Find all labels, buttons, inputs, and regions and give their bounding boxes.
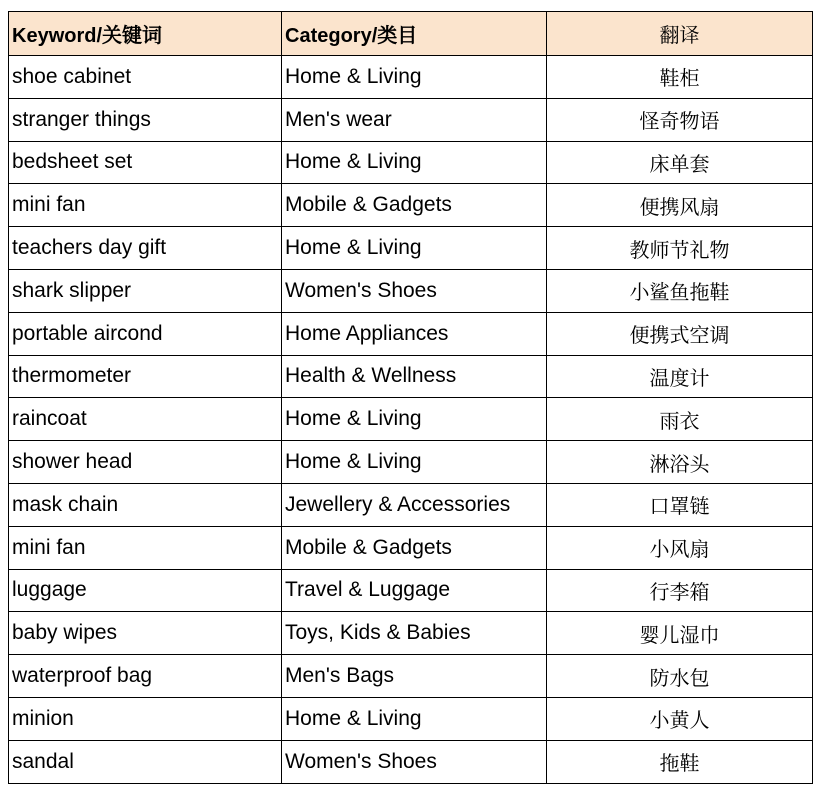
translation-cell: 口罩链: [547, 483, 813, 526]
keyword-cell: waterproof bag: [9, 655, 282, 698]
keyword-cell: shark slipper: [9, 269, 282, 312]
category-cell: Home & Living: [282, 56, 547, 99]
translation-cell: 床单套: [547, 141, 813, 184]
keyword-cell: portable aircond: [9, 312, 282, 355]
category-cell: Jewellery & Accessories: [282, 483, 547, 526]
keyword-cell: shoe cabinet: [9, 56, 282, 99]
category-cell: Toys, Kids & Babies: [282, 612, 547, 655]
keyword-table-container: [8, 11, 813, 784]
header-row: [9, 12, 813, 56]
table-row: [9, 526, 813, 569]
table-row: [9, 441, 813, 484]
header-translation: 翻译: [547, 12, 813, 56]
header-category: Category/类目: [282, 12, 547, 56]
table-row: [9, 398, 813, 441]
translation-cell: 怪奇物语: [547, 98, 813, 141]
translation-cell: 淋浴头: [547, 441, 813, 484]
keyword-cell: raincoat: [9, 398, 282, 441]
keyword-cell: mask chain: [9, 483, 282, 526]
keyword-cell: luggage: [9, 569, 282, 612]
category-cell: Home & Living: [282, 441, 547, 484]
table-row: [9, 612, 813, 655]
translation-cell: 雨衣: [547, 398, 813, 441]
table-row: [9, 184, 813, 227]
table-row: [9, 227, 813, 270]
translation-cell: 小风扇: [547, 526, 813, 569]
category-cell: Home & Living: [282, 398, 547, 441]
keyword-cell: bedsheet set: [9, 141, 282, 184]
category-cell: Women's Shoes: [282, 740, 547, 783]
category-cell: Mobile & Gadgets: [282, 184, 547, 227]
keyword-cell: baby wipes: [9, 612, 282, 655]
keyword-cell: sandal: [9, 740, 282, 783]
translation-cell: 拖鞋: [547, 740, 813, 783]
table-row: [9, 740, 813, 783]
table-row: [9, 483, 813, 526]
table-row: [9, 569, 813, 612]
keyword-cell: thermometer: [9, 355, 282, 398]
translation-cell: 温度计: [547, 355, 813, 398]
table-row: [9, 269, 813, 312]
keyword-cell: teachers day gift: [9, 227, 282, 270]
header-keyword: Keyword/关键词: [9, 12, 282, 56]
keyword-cell: mini fan: [9, 526, 282, 569]
keyword-cell: minion: [9, 697, 282, 740]
category-cell: Mobile & Gadgets: [282, 526, 547, 569]
category-cell: Travel & Luggage: [282, 569, 547, 612]
translation-cell: 行李箱: [547, 569, 813, 612]
category-cell: Men's Bags: [282, 655, 547, 698]
category-cell: Home & Living: [282, 141, 547, 184]
translation-cell: 鞋柜: [547, 56, 813, 99]
translation-cell: 便携式空调: [547, 312, 813, 355]
category-cell: Men's wear: [282, 98, 547, 141]
keyword-cell: mini fan: [9, 184, 282, 227]
keyword-cell: shower head: [9, 441, 282, 484]
keyword-table: [8, 11, 813, 784]
table-row: [9, 355, 813, 398]
category-cell: Women's Shoes: [282, 269, 547, 312]
translation-cell: 小黄人: [547, 697, 813, 740]
translation-cell: 婴儿湿巾: [547, 612, 813, 655]
table-row: [9, 697, 813, 740]
keyword-cell: stranger things: [9, 98, 282, 141]
table-row: [9, 56, 813, 99]
table-row: [9, 312, 813, 355]
table-row: [9, 98, 813, 141]
table-body: [9, 56, 813, 784]
category-cell: Home Appliances: [282, 312, 547, 355]
category-cell: Health & Wellness: [282, 355, 547, 398]
table-row: [9, 141, 813, 184]
category-cell: Home & Living: [282, 697, 547, 740]
translation-cell: 教师节礼物: [547, 227, 813, 270]
table-row: [9, 655, 813, 698]
translation-cell: 便携风扇: [547, 184, 813, 227]
category-cell: Home & Living: [282, 227, 547, 270]
translation-cell: 小鲨鱼拖鞋: [547, 269, 813, 312]
translation-cell: 防水包: [547, 655, 813, 698]
